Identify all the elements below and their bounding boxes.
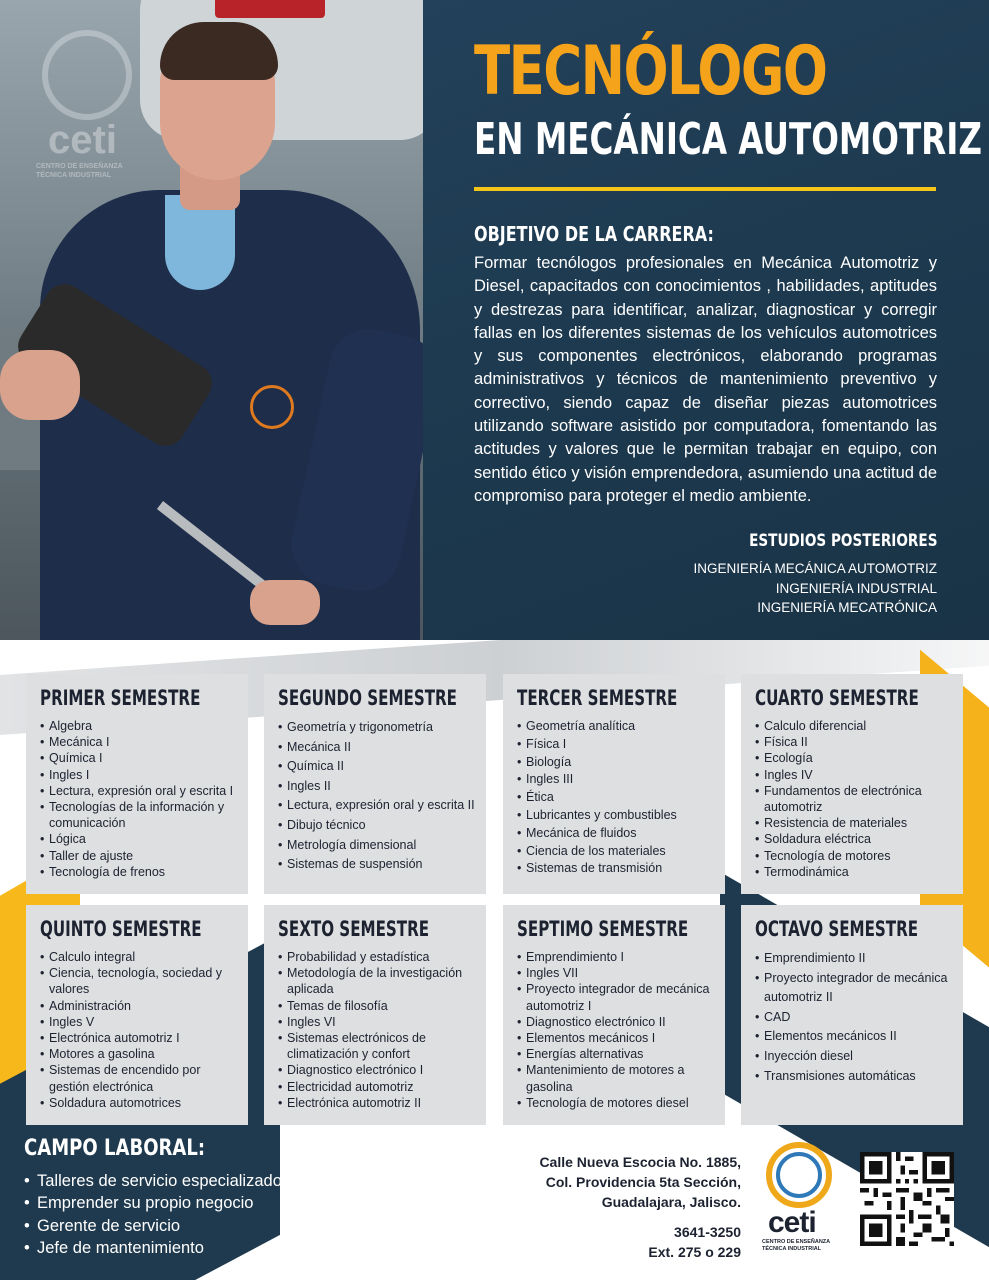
semester-card-4 [741, 674, 963, 894]
subject-item: • Emprendimiento II [755, 949, 953, 969]
semester-card-7 [503, 905, 725, 1125]
subject-item: • Tecnología de frenos [40, 864, 238, 880]
uniform-badge-icon [250, 385, 294, 429]
subject-item: • Calculo diferencial [755, 718, 953, 734]
semester-title: PRIMER SEMESTRE [40, 686, 201, 710]
objective-text: Formar tecnólogos profesionales en Mecánica Automotriz y Diesel, capacitados con conocimientos , habilidades, aptitudes y destrezas para identificar, analizar, diagnosticar y corregir fallas en los diferentes sistemas de los vehículos automotrices y sus componentes electrónicos, elaborando programas administrativos y técnicos de mantenimiento preventivo y correctivo, siendo capaz de diseñar piezas automotrices utilizando software asistido por computadora, fomentando las actitudes y valores que le permitan trabajar en equipo, con sentido ético y visión emprendedora, asumiendo una actitud de compromiso para proteger el medio ambiente. [474, 254, 937, 505]
further-studies-item: INGENIERÍA INDUSTRIAL [775, 580, 937, 596]
semester-title: CUARTO SEMESTRE [755, 686, 919, 710]
campo-laboral-list [24, 1170, 282, 1259]
subject-item: • Mantenimiento de motores a gasolina [517, 1062, 715, 1094]
subject-item: • Lógica [40, 831, 238, 847]
subject-item: • Electricidad automotriz [278, 1079, 476, 1095]
semester-title: TERCER SEMESTRE [517, 686, 678, 710]
further-studies-heading: ESTUDIOS POSTERIORES [748, 531, 937, 551]
campo-laboral-item: • Jefe de mantenimiento [24, 1237, 282, 1259]
subject-item: • Administración [40, 998, 238, 1014]
subject-item: • Algebra [40, 718, 238, 734]
qr-code-icon[interactable] [860, 1152, 954, 1246]
subject-item: • Sistemas de transmisión [517, 860, 715, 878]
subject-item: • Mecánica I [40, 734, 238, 750]
semester-card-2 [264, 674, 486, 894]
subject-item: • Taller de ajuste [40, 848, 238, 864]
ceti-logo-icon [762, 1142, 842, 1252]
subject-item: • Dibujo técnico [278, 816, 476, 836]
subject-item: • Metodología de la investigación aplicada [278, 965, 476, 997]
semester-title: SEXTO SEMESTRE [278, 917, 430, 941]
subject-item: • Lectura, expresión oral y escrita I [40, 783, 238, 799]
subject-item: • Mecánica II [278, 738, 476, 758]
semester-subject-list [40, 949, 238, 1111]
subject-item: • Geometría analítica [517, 718, 715, 736]
watermark-logo-text: ceti [48, 118, 117, 162]
subject-item: • Elementos mecánicos II [755, 1027, 953, 1047]
subject-item: • Lubricantes y combustibles [517, 807, 715, 825]
campo-laboral-item: • Gerente de servicio [24, 1215, 282, 1237]
subject-item: • Temas de filosofía [278, 998, 476, 1014]
subject-item: • Diagnostico electrónico II [517, 1014, 715, 1030]
semester-title: SEGUNDO SEMESTRE [278, 686, 457, 710]
watermark-logo-subtitle: CENTRO DE ENSEÑANZA TÉCNICA INDUSTRIAL [36, 163, 123, 179]
semester-title: QUINTO SEMESTRE [40, 917, 202, 941]
subject-item: • Proyecto integrador de mecánica automotriz II [755, 969, 953, 1008]
subject-item: • Ciencia, tecnología, sociedad y valores [40, 965, 238, 997]
subject-item: • Proyecto integrador de mecánica automotriz I [517, 981, 715, 1013]
subject-item: • Física I [517, 736, 715, 754]
car-taillight-shape [215, 0, 325, 18]
hand-shape [0, 350, 80, 420]
subject-item: • Sistemas electrónicos de climatización y confort [278, 1030, 476, 1062]
subject-item: • Ingles V [40, 1014, 238, 1030]
campo-laboral-item: • Talleres de servicio especializado [24, 1170, 282, 1192]
subject-item: • Mecánica de fluidos [517, 825, 715, 843]
subject-item: • Emprendimiento I [517, 949, 715, 965]
subject-item: • Ecología [755, 750, 953, 766]
address-line: Col. Providencia 5ta Sección, [545, 1174, 741, 1190]
hair-shape [160, 22, 278, 80]
subject-item: • Tecnología de motores [755, 848, 953, 864]
subject-item: • Ingles VI [278, 1014, 476, 1030]
further-studies-list [693, 559, 937, 618]
subject-item: • Lectura, expresión oral y escrita II [278, 796, 476, 816]
subject-item: • Sistemas de suspensión [278, 855, 476, 875]
subject-item: • Metrología dimensional [278, 836, 476, 856]
subject-item: • Ingles VII [517, 965, 715, 981]
page-subtitle: EN MECÁNICA AUTOMOTRIZ [474, 114, 982, 165]
address-line: Guadalajara, Jalisco. [601, 1194, 741, 1210]
semester-card-5 [26, 905, 248, 1125]
page-title: TECNÓLOGO [474, 32, 827, 111]
subject-item: • Ingles III [517, 771, 715, 789]
ceti-watermark-logo-icon [36, 30, 140, 180]
semester-card-3 [503, 674, 725, 894]
semester-subject-list [517, 718, 715, 878]
campo-laboral-heading: CAMPO LABORAL: [24, 1136, 206, 1161]
subject-item: • Elementos mecánicos I [517, 1030, 715, 1046]
semester-card-8 [741, 905, 963, 1125]
objective-heading: OBJETIVO DE LA CARRERA: [474, 222, 714, 246]
subject-item: • Ciencia de los materiales [517, 843, 715, 861]
subject-item: • Transmisiones automáticas [755, 1067, 953, 1087]
semester-subject-list [755, 949, 953, 1086]
subject-item: • Soldadura eléctrica [755, 831, 953, 847]
semester-title: SEPTIMO SEMESTRE [517, 917, 689, 941]
subject-item: • Química I [40, 750, 238, 766]
subject-item: • Química II [278, 757, 476, 777]
hand-shape [250, 580, 320, 625]
subject-item: • CAD [755, 1008, 953, 1028]
subject-item: • Ingles I [40, 767, 238, 783]
subject-item: • Tecnologías de la información y comunicación [40, 799, 238, 831]
subject-item: • Calculo integral [40, 949, 238, 965]
subject-item: • Ingles IV [755, 767, 953, 783]
subject-item: • Termodinámica [755, 864, 953, 880]
campo-laboral-item: • Emprender su propio negocio [24, 1192, 282, 1214]
subject-item: • Soldadura automotrices [40, 1095, 238, 1111]
subject-item: • Motores a gasolina [40, 1046, 238, 1062]
subject-item: • Diagnostico electrónico I [278, 1062, 476, 1078]
logo-subtitle: CENTRO DE ENSEÑANZA TÉCNICA INDUSTRIAL [762, 1239, 830, 1252]
semester-subject-list [278, 949, 476, 1111]
semester-subject-list [40, 718, 238, 880]
phone-extension: Ext. 275 o 229 [648, 1244, 741, 1260]
subject-item: • Probabilidad y estadística [278, 949, 476, 965]
subject-item: • Ingles II [278, 777, 476, 797]
subject-item: • Inyección diesel [755, 1047, 953, 1067]
further-studies-item: INGENIERÍA MECÁNICA AUTOMOTRIZ [693, 561, 937, 576]
subject-item: • Tecnología de motores diesel [517, 1095, 715, 1111]
subject-item: • Sistemas de encendido por gestión electrónica [40, 1062, 238, 1094]
semester-subject-list [755, 718, 953, 880]
phone-number: 3641-3250 [674, 1224, 741, 1240]
further-studies-item: INGENIERÍA MECATRÓNICA [757, 600, 937, 615]
address-line: Calle Nueva Escocia No. 1885, [539, 1154, 741, 1170]
semester-title: OCTAVO SEMESTRE [755, 917, 919, 941]
subject-item: • Resistencia de materiales [755, 815, 953, 831]
semester-subject-list [278, 718, 476, 875]
subject-item: • Biología [517, 754, 715, 772]
student-photo [0, 0, 423, 640]
subject-item: • Fundamentos de electrónica automotriz [755, 783, 953, 815]
contact-info [539, 1152, 741, 1262]
semester-subject-list [517, 949, 715, 1111]
subject-item: • Física II [755, 734, 953, 750]
logo-text: ceti [768, 1206, 816, 1239]
subject-item: • Ética [517, 789, 715, 807]
curriculum-section [0, 640, 989, 1280]
title-divider [474, 187, 936, 191]
subject-item: • Electrónica automotriz II [278, 1095, 476, 1111]
subject-item: • Geometría y trigonometría [278, 718, 476, 738]
semester-card-6 [264, 905, 486, 1125]
subject-item: • Energías alternativas [517, 1046, 715, 1062]
semester-card-1 [26, 674, 248, 894]
subject-item: • Electrónica automotriz I [40, 1030, 238, 1046]
